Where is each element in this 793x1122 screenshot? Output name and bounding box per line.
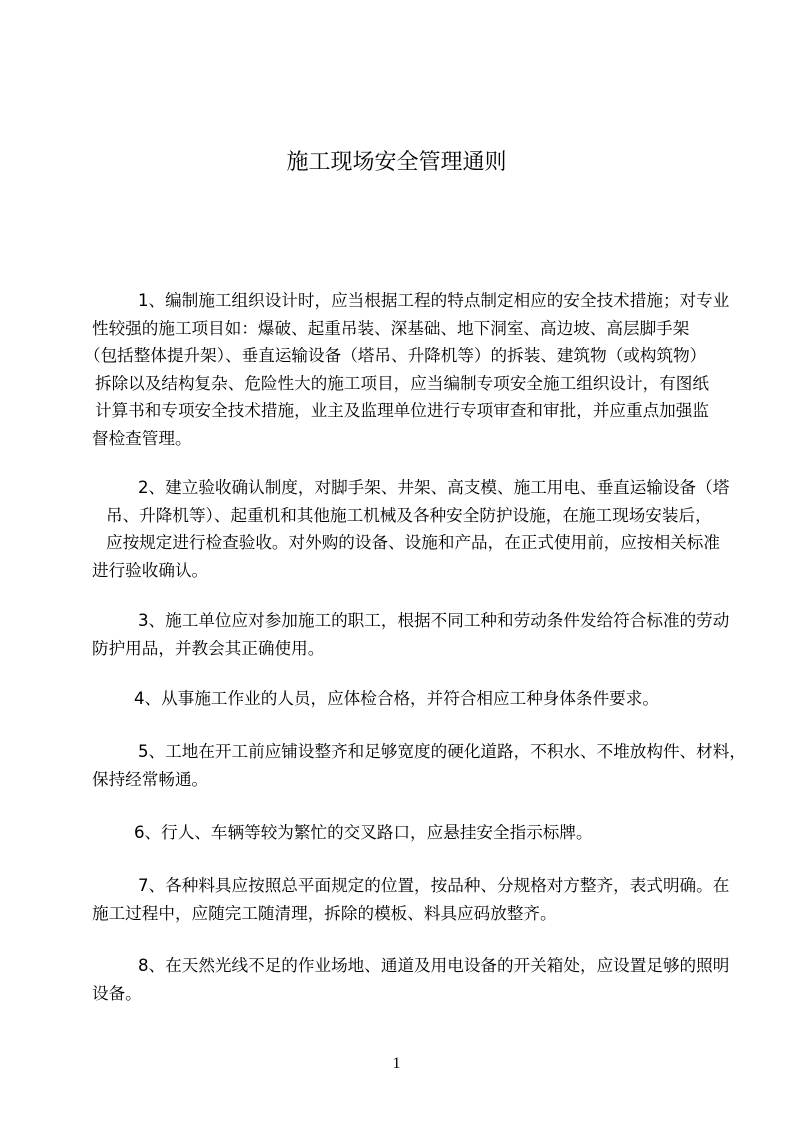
paragraph-line: 5、工地在开工前应铺设整齐和足够宽度的硬化道路，不积水、不堆放构件、材料， xyxy=(138,742,746,761)
page-number: 1 xyxy=(392,1055,401,1072)
paragraph-2 xyxy=(92,474,732,584)
paragraph-line: 施工过程中，应随完工随清理，拆除的模板、料具应码放整齐。 xyxy=(92,903,557,923)
paragraph-line: 保持经常畅通。 xyxy=(92,769,209,789)
paragraph-line: 吊、升降机等）、起重机和其他施工机械及各种安全防护设施，在施工现场安装后， xyxy=(106,505,712,525)
paragraph-line: 应按规定进行检查验收。对外购的设备、设施和产品，在正式使用前，应按相关标准 xyxy=(106,533,720,552)
paragraph-line: 设备。 xyxy=(92,983,142,1003)
paragraph-line: 拆除以及结构复杂、危险性大的施工项目，应当编制专项安全施工组织设计，有图纸 xyxy=(95,373,709,393)
paragraph-line: 1、编制施工组织设计时，应当根据工程的特点制定相应的安全技术措施；对专业 xyxy=(138,291,730,310)
paragraph-6 xyxy=(92,819,732,847)
paragraph-4 xyxy=(92,685,732,713)
paragraph-7 xyxy=(92,872,732,927)
paragraph-3 xyxy=(92,607,732,662)
paragraph-8 xyxy=(92,952,732,1007)
paragraph-line: 7、各种料具应按照总平面规定的位置，按品种、分规格对方整齐，表式明确。在 xyxy=(138,876,730,895)
paragraph-line: 3、施工单位应对参加施工的职工，根据不同工种和劳动条件发给符合标准的劳动 xyxy=(138,611,730,630)
paragraph-line: 8、在天然光线不足的作业场地、通道及用电设备的开关箱处，应设置足够的照明 xyxy=(138,956,730,975)
paragraph-line: 进行验收确认。 xyxy=(92,560,209,580)
paragraph-line: 计算书和专项安全技术措施，业主及监理单位进行专项审查和审批，并应重点加强监 xyxy=(95,401,709,420)
paragraph-1 xyxy=(84,287,732,452)
document-title: 施工现场安全管理通则 xyxy=(286,150,507,175)
paragraph-line: 6、行人、车辆等较为繁忙的交叉路口，应悬挂安全指示标牌。 xyxy=(134,823,593,842)
paragraph-line: 2、建立验收确认制度，对脚手架、井架、高支模、施工用电、垂直运输设备（塔 xyxy=(138,478,730,497)
paragraph-line: 4、从事施工作业的人员，应体检合格，并符合相应工种身体条件要求。 xyxy=(134,689,659,708)
paragraph-line: 督检查管理。 xyxy=(92,428,192,448)
paragraph-5 xyxy=(92,738,746,793)
paragraph-line: 性较强的施工项目如：爆破、起重吊装、深基础、地下洞室、高边坡、高层脚手架 xyxy=(92,318,690,338)
paragraph-line: （包括整体提升架）、垂直运输设备（塔吊、升降机等）的拆装、建筑物（或构筑物） xyxy=(84,346,707,365)
paragraph-line: 防护用品，并教会其正确使用。 xyxy=(92,638,325,658)
